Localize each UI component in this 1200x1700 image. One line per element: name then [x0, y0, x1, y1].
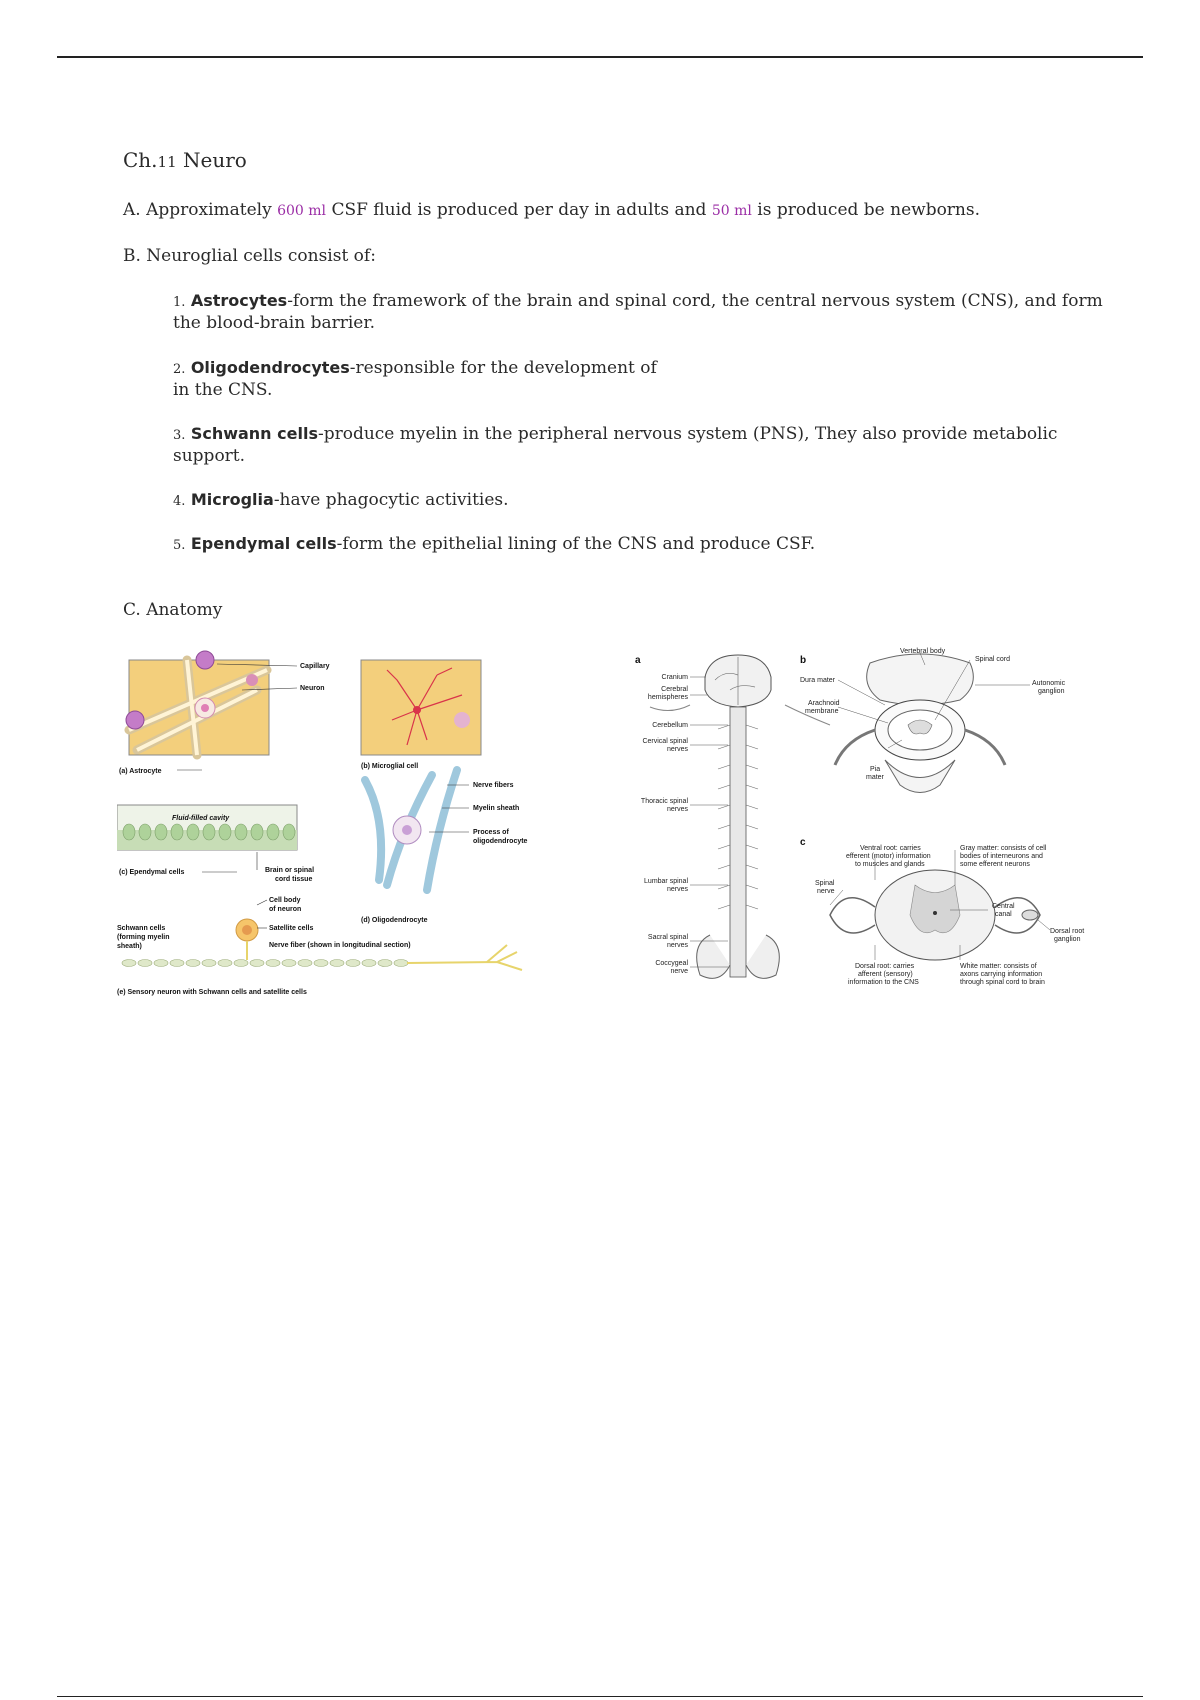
panel-a-letter: a — [635, 655, 641, 666]
list-item: 1. Astrocytes-form the framework of the brain and spinal cord, the central nervous system (CNS), and form the blood-brain barrier. — [173, 291, 1103, 333]
list-item: 2. Oligodendrocytes-responsible for the development of in the CNS. — [173, 358, 657, 400]
list-item: 3. Schwann cells-produce myelin in the peripheral nervous system (PNS), They also provide metabolic support. — [173, 424, 1058, 466]
label-gray-2: bodies of interneurons and — [960, 853, 1043, 860]
label-gray-3: some efferent neurons — [960, 861, 1030, 868]
label-white-3: through spinal cord to brain — [960, 979, 1045, 986]
label-sacral-1: Sacral spinal — [647, 934, 688, 941]
label-spinal-cord: Spinal cord — [975, 656, 1011, 663]
label-cell-body-2: of neuron — [269, 906, 302, 913]
label-white-1: White matter: consists of — [960, 963, 1037, 970]
label-lumbar-2: nerves — [666, 886, 688, 893]
label-autonomic-1: Autonomic — [1032, 680, 1066, 687]
list-item: 4. Microglia-have phagocytic activities. — [173, 490, 509, 510]
label-fluid-cavity: Fluid-filled cavity — [172, 815, 230, 822]
label-cervical-1: Cervical spinal — [642, 738, 688, 745]
page-title: Ch.11 Neuro — [123, 148, 247, 172]
bottom-rule — [57, 1696, 1143, 1697]
label-cervical-2: nerves — [666, 746, 688, 753]
label-microglial: (b) Microglial cell — [361, 763, 419, 770]
section-b-heading: B. Neuroglial cells consist of: — [123, 246, 376, 266]
label-spinal-nerve-1: Spinal — [815, 880, 835, 887]
label-lumbar-1: Lumbar spinal — [644, 878, 688, 885]
label-schwann-2: (forming myelin — [117, 934, 170, 941]
adult-csf-value: 600 ml — [277, 203, 327, 219]
label-satellite: Satellite cells — [269, 925, 314, 932]
cns-anatomy-figure — [630, 645, 1130, 1015]
label-thoracic-1: Thoracic spinal — [640, 798, 688, 805]
label-process-1: Process of — [473, 829, 509, 836]
label-white-2: axons carrying information — [960, 971, 1043, 978]
label-drg-2: ganglion — [1054, 936, 1081, 943]
list-item: 5. Ependymal cells-form the epithelial lining of the CNS and produce CSF. — [173, 534, 816, 554]
top-rule — [57, 56, 1143, 58]
label-schwann-3: sheath) — [117, 943, 142, 950]
label-dura-mater: Dura mater — [800, 677, 836, 684]
label-capillary: Capillary — [300, 663, 330, 670]
label-vertebral-body: Vertebral body — [900, 648, 946, 655]
panel-b-letter: b — [800, 655, 807, 666]
label-neuron: Neuron — [300, 685, 325, 692]
label-spinal-nerve-2: nerve — [817, 888, 835, 895]
label-dorsal-2: afferent (sensory) — [858, 971, 913, 978]
section-a-paragraph: A. Approximately 600 ml CSF fluid is produced per day in adults and 50 ml is produced be newborns. — [123, 200, 981, 220]
label-drg-1: Dorsal root — [1050, 928, 1085, 935]
label-myelin-sheath: Myelin sheath — [473, 805, 520, 812]
label-arachnoid-1: Arachnoid — [808, 700, 840, 707]
label-ventral-1: Ventral root: carries — [860, 845, 921, 852]
label-cerebellum: Cerebellum — [652, 722, 688, 729]
label-ependymal: (c) Ependymal cells — [119, 869, 185, 876]
label-cranium: Cranium — [661, 674, 688, 681]
label-cerebral-2: hemispheres — [647, 694, 688, 701]
label-central-2: canal — [995, 911, 1012, 918]
label-schwann-1: Schwann cells — [117, 925, 166, 932]
newborn-csf-value: 50 ml — [711, 203, 752, 219]
label-cerebral-1: Cerebral — [661, 686, 688, 693]
label-coccygeal-1: Coccygeal — [655, 960, 688, 967]
label-oligodendrocyte: (d) Oligodendrocyte — [361, 917, 428, 924]
label-brain-tissue-1: Brain or spinal — [265, 867, 315, 874]
label-nerve-fibers: Nerve fibers — [473, 782, 514, 789]
label-ventral-2: efferent (motor) information — [846, 853, 931, 860]
panel-c-letter: c — [800, 837, 806, 848]
label-astrocyte: (a) Astrocyte — [119, 768, 162, 775]
label-process-2: oligodendrocyte — [473, 838, 528, 845]
label-arachnoid-2: membrane — [805, 708, 839, 715]
label-autonomic-2: ganglion — [1038, 688, 1065, 695]
neuroglia-figure — [117, 640, 577, 1010]
label-nerve-fiber: Nerve fiber (shown in longitudinal section) — [269, 942, 411, 949]
label-sacral-2: nerves — [666, 942, 688, 949]
label-ventral-3: to muscles and glands — [855, 861, 925, 868]
label-pia-2: mater — [866, 774, 884, 781]
label-gray-1: Gray matter: consists of cell — [960, 845, 1047, 852]
label-dorsal-3: information to the CNS — [848, 979, 919, 986]
label-thoracic-2: nerves — [666, 806, 688, 813]
label-dorsal-1: Dorsal root: carries — [855, 963, 915, 970]
label-brain-tissue-2: cord tissue — [275, 876, 313, 883]
label-sensory-neuron: (e) Sensory neuron with Schwann cells and satellite cells — [117, 989, 307, 996]
label-pia-1: Pia — [870, 766, 881, 773]
label-cell-body-1: Cell body — [269, 897, 301, 904]
label-coccygeal-2: nerve — [670, 968, 688, 975]
section-c-heading: C. Anatomy — [123, 600, 223, 620]
label-central-1: Central — [992, 903, 1015, 910]
